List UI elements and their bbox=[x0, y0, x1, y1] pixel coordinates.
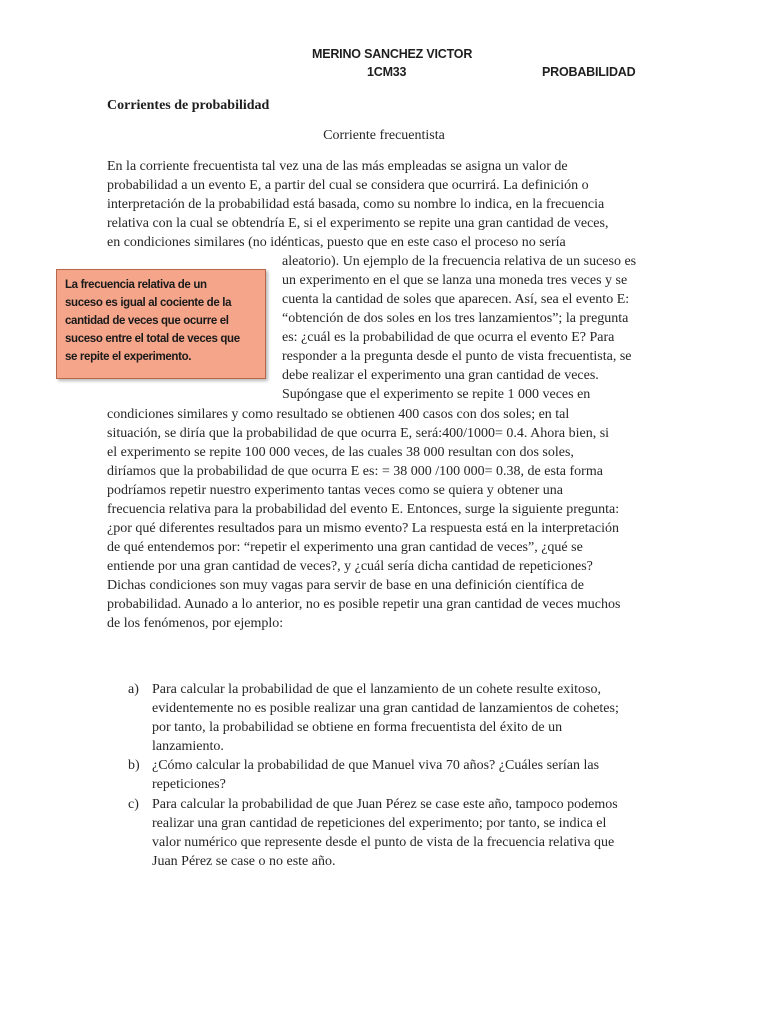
list-item-line: ¿Cómo calcular la probabilidad de que Manuel viva 70 años? ¿Cuáles serían las bbox=[152, 758, 600, 773]
body-line: relativa con la cual se obtendría E, si el experimento se repite una gran cantidad de veces, bbox=[107, 216, 609, 231]
body-line: en condiciones similares (no idénticas, puesto que en este caso el proceso no sería bbox=[107, 235, 566, 250]
body-line: En la corriente frecuentista tal vez una de las más empleadas se asigna un valor de bbox=[107, 159, 568, 174]
callout-line: se repite el experimento. bbox=[65, 351, 192, 363]
list-item-line: Juan Pérez se case o no este año. bbox=[152, 854, 336, 869]
body-line: un experimento en el que se lanza una moneda tres veces y se bbox=[282, 273, 628, 288]
body-line: cuenta la cantidad de soles que aparecen. Así, sea el evento E: bbox=[282, 292, 630, 307]
body-line: diríamos que la probabilidad de que ocurra E es: = 38 000 /100 000= 0.38, de esta forma bbox=[107, 464, 603, 479]
list-marker: b) bbox=[128, 758, 140, 773]
header-author: MERINO SANCHEZ VICTOR bbox=[312, 47, 473, 61]
list-item-line: repeticiones? bbox=[152, 777, 226, 792]
header-group: 1CM33 bbox=[367, 65, 407, 79]
body-line: probabilidad a un evento E, a partir del cual se considera que ocurrirá. La definición o bbox=[107, 178, 589, 193]
body-line: condiciones similares y como resultado se obtienen 400 casos con dos soles; en tal bbox=[107, 407, 570, 422]
callout-line: La frecuencia relativa de un bbox=[65, 279, 207, 291]
list-item-line: por tanto, la probabilidad se obtiene en forma frecuentista del éxito de un bbox=[152, 720, 563, 735]
body-line: interpretación de la probabilidad está basada, como su nombre lo indica, en la frecuencia bbox=[107, 197, 605, 212]
body-line: es: ¿cuál es la probabilidad de que ocurra el evento E? Para bbox=[282, 330, 615, 345]
body-line: Dichas condiciones son muy vagas para servir de base en una definición científica de bbox=[107, 578, 584, 593]
body-line: podríamos repetir nuestro experimento tantas veces como se quiera y obtener una bbox=[107, 483, 564, 498]
definition-callout bbox=[56, 269, 266, 379]
list-item-line: Para calcular la probabilidad de que Juan Pérez se case este año, tampoco podemos bbox=[152, 797, 618, 812]
subsection-title: Corriente frecuentista bbox=[323, 128, 445, 143]
section-title: Corrientes de probabilidad bbox=[107, 98, 270, 113]
body-line: probabilidad. Aunado a lo anterior, no es posible repetir una gran cantidad de veces muchos bbox=[107, 597, 621, 612]
body-line: aleatorio). Un ejemplo de la frecuencia relativa de un suceso es bbox=[282, 254, 637, 269]
header-subject: PROBABILIDAD bbox=[542, 65, 636, 79]
body-line: el experimento se repite 100 000 veces, de las cuales 38 000 resultan con dos soles, bbox=[107, 445, 574, 460]
list-item-line: Para calcular la probabilidad de que el lanzamiento de un cohete resulte exitoso, bbox=[152, 682, 601, 697]
callout-line: suceso es igual al cociente de la bbox=[65, 297, 232, 309]
body-line: situación, se diría que la probabilidad de que ocurra E, será:400/1000= 0.4. Ahora bien, si bbox=[107, 426, 610, 441]
list-marker: c) bbox=[128, 797, 139, 812]
list-item-line: evidentemente no es posible realizar una gran cantidad de lanzamientos de cohetes; bbox=[152, 701, 619, 716]
callout-line: suceso entre el total de veces que bbox=[65, 333, 240, 345]
list-item-line: realizar una gran cantidad de repeticiones del experimento; por tanto, se indica el bbox=[152, 816, 607, 831]
body-line: frecuencia relativa para la probabilidad del evento E. Entonces, surge la siguiente pregunta: bbox=[107, 502, 620, 517]
body-line: responder a la pregunta desde el punto de vista frecuentista, se bbox=[282, 349, 632, 364]
body-line: debe realizar el experimento una gran cantidad de veces. bbox=[282, 368, 599, 383]
list-item-line: lanzamiento. bbox=[152, 739, 224, 754]
list-marker: a) bbox=[128, 682, 139, 697]
body-line: “obtención de dos soles en los tres lanzamientos”; la pregunta bbox=[282, 311, 629, 326]
body-line: ¿por qué diferentes resultados para un mismo evento? La respuesta está en la interpretación bbox=[107, 521, 619, 536]
list-item-line: valor numérico que represente desde el punto de vista de la frecuencia relativa que bbox=[152, 835, 615, 850]
body-line: de los fenómenos, por ejemplo: bbox=[107, 616, 284, 631]
callout-line: cantidad de veces que ocurre el bbox=[65, 315, 229, 327]
body-line: de qué entendemos por: “repetir el experimento una gran cantidad de veces”, ¿qué se bbox=[107, 540, 583, 555]
body-line: Supóngase que el experimento se repite 1 000 veces en bbox=[282, 387, 591, 402]
body-line: entiende por una gran cantidad de veces?, y ¿cuál sería dicha cantidad de repeticiones? bbox=[107, 559, 593, 574]
